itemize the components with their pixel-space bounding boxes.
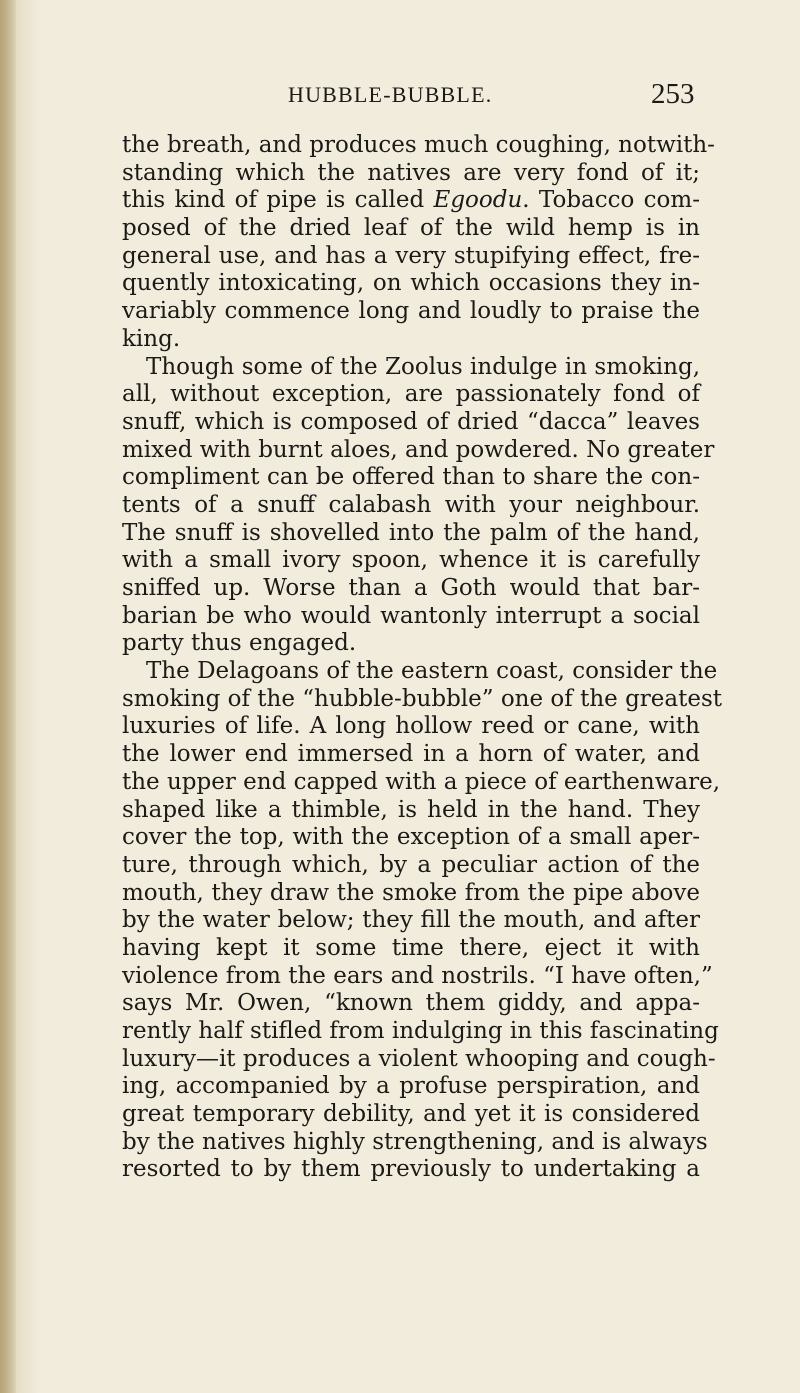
text-line: The snuff is shovelled into the palm of the hand, [122,519,700,546]
text-line: king. [122,325,181,352]
text-line: this kind of pipe is called Egoodu. Tobacco com- [122,187,700,214]
text-line: rently half stifled from indulging in this fascinating [122,1018,719,1044]
text-line: cover the top, with the exception of a small aper- [122,824,700,851]
text-line: variably commence long and loudly to praise the [122,298,700,325]
text-line: barian be who would wantonly interrupt a social [122,602,700,629]
text-line: by the natives highly strengthening, and is always [122,1128,708,1155]
text-line: ture, through which, by a peculiar action of the [122,851,700,878]
text-line: sniffed up. Worse than a Goth would that bar- [122,575,700,601]
text-line: party thus engaged. [122,630,357,657]
text-line: smoking of the “hubble-bubble” one of the greatest [122,685,723,712]
text-line: The Delagoans of the eastern coast, consider the [146,658,718,685]
text-line: tents of a snuff calabash with your neighbour. [122,491,700,518]
text-line: by the water below; they fill the mouth, and after [122,907,700,934]
text-line: Though some of the Zoolus indulge in smoking, [146,353,700,380]
text-line: luxury—it produces a violent whooping and cough- [122,1045,716,1072]
text-line: mouth, they draw the smoke from the pipe above [122,879,700,906]
text-line: standing which the natives are very fond of it; [122,159,700,186]
text-line: having kept it some time there, eject it with [122,934,700,961]
running-title: HUBBLE-BUBBLE. [288,82,493,107]
text-line: the lower end immersed in a horn of water, and [122,741,700,768]
italic-term: Egoodu [433,187,523,214]
body-text [122,132,723,1184]
text-line: resorted to by them previously to undertaking a [122,1156,700,1183]
text-line: all, without exception, are passionately fond of [122,381,700,408]
text-line: the breath, and produces much coughing, notwith- [122,132,715,158]
text-line: snuff, which is composed of dried “dacca” leaves [122,408,700,435]
text-line: general use, and has a very stupifying effect, fre- [122,242,700,269]
text-line: shaped like a thimble, is held in the hand. They [122,796,700,823]
text-line: ing, accompanied by a profuse perspiration, and [122,1073,700,1100]
running-head [0,78,800,118]
spine-shadow [0,0,16,1393]
page-number: 253 [651,78,695,110]
text-line: posed of the dried leaf of the wild hemp is in [122,215,700,242]
text-line: quently intoxicating, on which occasions they in- [122,270,700,297]
text-line: the upper end capped with a piece of earthenware, [122,768,721,795]
text-line: mixed with burnt aloes, and powdered. No greater [122,436,715,463]
text-line: compliment can be offered than to share the con- [122,464,700,491]
text-line: with a small ivory spoon, whence it is carefully [122,547,700,574]
text-line: luxuries of life. A long hollow reed or cane, with [122,713,700,740]
text-line: violence from the ears and nostrils. “I have often,” [122,962,713,989]
text-line: great temporary debility, and yet it is considered [122,1101,700,1128]
text-line: says Mr. Owen, “known them giddy, and appa- [122,990,700,1017]
